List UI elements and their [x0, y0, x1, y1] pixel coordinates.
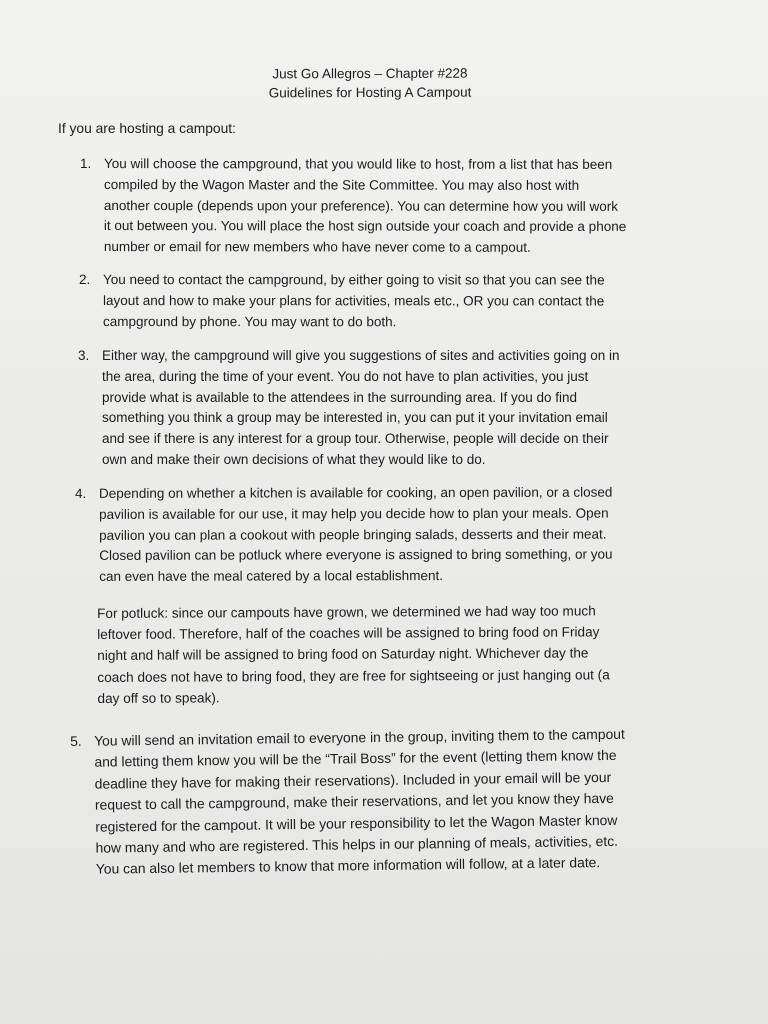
text-line: night and half will be assigned to bring food on Saturday night. Whichever day the [97, 645, 589, 664]
list-item-text [103, 270, 605, 333]
potluck-paragraph [97, 600, 610, 709]
list-item-text [99, 483, 613, 588]
list-item-text [94, 724, 627, 881]
list-item-number: 2. [78, 272, 91, 288]
list-item-number: 4. [75, 485, 87, 501]
text-line: You need to contact the campground, by either going to visit so that you can see the [102, 272, 605, 288]
text-line: Either way, the campground will give you suggestions of sites and activities going on in [102, 348, 620, 363]
text-line: how many and who are registered. This helps in our planning of meals, activities, etc. [95, 832, 619, 856]
text-line: and letting them know you will be the “Trail Boss” for the event (letting them know the [94, 747, 617, 771]
text-line: campground by phone. You may want to do both. [102, 313, 397, 329]
list-item-number: 1. [79, 156, 92, 172]
text-line: You can also let members to know that more information will follow, at a later date. [95, 854, 601, 878]
text-line: it out between you. You will place the host sign outside your coach and provide a phone [103, 218, 627, 235]
text-line: the area, during the time of your event. You do not have to plan activities, you just [102, 368, 589, 384]
text-line: registered for the campout. It will be your responsibility to let the Wagon Master know [95, 811, 618, 835]
text-line: For potluck: since our campouts have grown, we determined we had way too much [97, 603, 596, 621]
text-line: You will choose the campground, that you would like to host, from a list that has been [103, 156, 613, 172]
document-header [0, 63, 740, 104]
text-line: Depending on whether a kitchen is available for cooking, an open pavilion, or a closed [99, 484, 613, 501]
text-line: own and make their own decisions of what they would like to do. [102, 451, 486, 467]
text-line: pavilion you can plan a cookout with people bringing salads, desserts and their meat. [99, 526, 607, 543]
text-line: compiled by the Wagon Master and the Site Committee. You may also host with [103, 176, 580, 193]
text-line: can even have the meal catered by a local establishment. [99, 568, 443, 585]
list-item-number: 3. [78, 348, 90, 363]
list-item-text [102, 346, 620, 471]
text-line: and see if there is any interest for a group tour. Otherwise, people will decide on their [102, 431, 609, 447]
text-line: provide what is available to the attendees in the surrounding area. If you do find [102, 389, 578, 405]
text-line: pavilion is available for our use, it may help you decide how to plan your meals. Open [99, 505, 609, 522]
document-subtitle: Guidelines for Hosting A Campout [268, 84, 472, 101]
document-title: Just Go Allegros – Chapter #228 [272, 65, 468, 82]
text-line: request to call the campground, make their reservations, and let you know they have [94, 790, 614, 813]
text-line: layout and how to make your plans for activities, meals etc., OR you can contact the [102, 292, 605, 309]
text-line: deadline they have for making their reservations). Included in your email will be your [94, 768, 612, 792]
text-line: You will send an invitation email to everyone in the group, inviting them to the campout [94, 725, 625, 749]
list-item-text [104, 154, 627, 259]
text-line: day off so to speak). [97, 690, 220, 706]
intro-line: If you are hosting a campout: [58, 121, 236, 136]
text-line: another couple (depends upon your preference). You can determine how you will work [103, 197, 619, 214]
list-item-number: 5. [70, 732, 82, 749]
text-line: something you think a group may be interested in, you can put it your invitation email [102, 410, 608, 426]
text-line: coach does not have to bring food, they are free for sightseeing or just hanging out (a [97, 666, 610, 685]
text-line: Closed pavilion can be potluck where everyone is assigned to bring something, or you [99, 546, 613, 564]
text-line: number or email for new members who have never come to a campout. [103, 239, 531, 255]
text-line: leftover food. Therefore, half of the coaches will be assigned to bring food on Friday [97, 624, 600, 643]
